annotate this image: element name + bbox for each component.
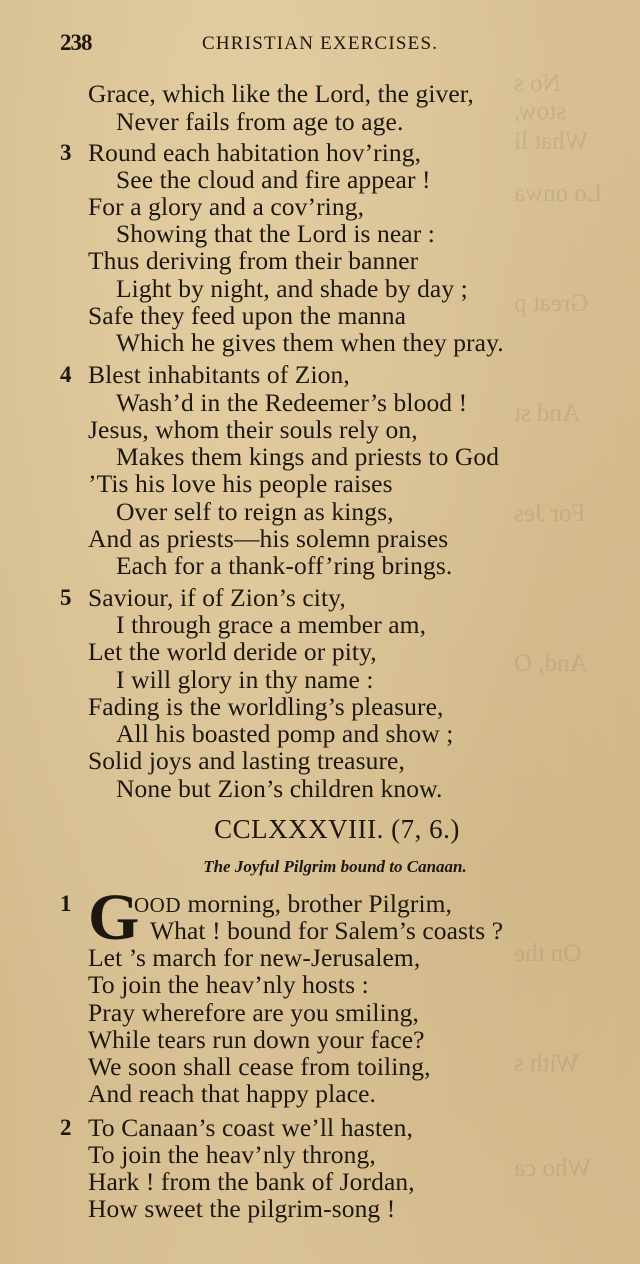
verse-line: Blest inhabitants of Zion, [88, 360, 350, 389]
verse-line: Round each habitation hov’ring, [88, 138, 422, 167]
page-number: 238 [60, 30, 92, 55]
verse-line: Thus deriving from their banner [88, 246, 419, 275]
drop-cap: G [88, 881, 138, 954]
verse-line: Saviour, if of Zion’s city, [88, 583, 346, 612]
verse-line: ’Tis his love his people raises [88, 469, 393, 498]
verse-line: Never fails from age to age. [116, 107, 404, 136]
running-head [60, 30, 500, 60]
verse-line: And as priests—his solemn praises [88, 524, 449, 553]
verse-line: Hark ! from the bank of Jordan, [88, 1167, 415, 1196]
verse-line: Over self to reign as kings, [116, 497, 394, 526]
verse-line: I through grace a member am, [116, 610, 427, 639]
verse-line: And reach that happy place. [88, 1079, 377, 1108]
verse-line: We soon shall cease from toiling, [88, 1052, 431, 1081]
verse-line: All his boasted pomp and show ; [116, 719, 454, 748]
verse-number: 3 [60, 140, 72, 165]
reverse-page-show-through: No s stow, What li Lo onwa Great p And st For Jes And, O On the With s Who ca [514, 70, 603, 1182]
verse-line: Wash’d in the Redeemer’s blood ! [116, 388, 468, 417]
verse-line: While tears run down your face? [88, 1025, 425, 1054]
verse-number: 4 [60, 362, 72, 387]
verse-line: Let ’s march for new-Jerusalem, [88, 943, 421, 972]
verse-line: Showing that the Lord is near : [116, 219, 435, 248]
hymn-number: CCLXXXVIII. (7, 6.) [214, 814, 460, 844]
verse-line: Jesus, whom their souls rely on, [88, 415, 418, 444]
verse-line: I will glory in thy name : [116, 665, 374, 694]
verse-line: Let the world deride or pity, [88, 637, 377, 666]
verse-line: To Canaan’s coast we’ll hasten, [88, 1113, 413, 1142]
verse-line: None but Zion’s children know. [116, 774, 443, 803]
verse-line: Grace, which like the Lord, the giver, [88, 79, 474, 108]
verse-line: What ! bound for Salem’s coasts ? [150, 916, 504, 945]
verse-line: Fading is the worldling’s pleasure, [88, 692, 444, 721]
hymn-subtitle: The Joyful Pilgrim bound to Canaan. [203, 857, 467, 876]
verse-line: See the cloud and fire appear ! [116, 165, 431, 194]
verse-line: Each for a thank-off’ring brings. [116, 551, 453, 580]
verse-line: Solid joys and lasting treasure, [88, 746, 405, 775]
verse-line: How sweet the pilgrim-song ! [88, 1194, 396, 1223]
verse-line: Pray wherefore are you smiling, [88, 998, 419, 1027]
first-line-rest: morning, brother Pilgrim, [181, 889, 453, 918]
verse-line: For a glory and a cov’ring, [88, 192, 365, 221]
verse-number: 2 [60, 1115, 72, 1140]
verse-line: Which he gives them when they pray. [116, 328, 504, 357]
verse-line: Light by night, and shade by day ; [116, 274, 468, 303]
verse-line: To join the heav’nly hosts : [88, 970, 369, 999]
verse-line: Makes them kings and priests to God [116, 442, 500, 471]
verse-number: 1 [60, 891, 72, 916]
first-word-smallcaps: OOD [134, 893, 181, 917]
verse-line: Safe they feed upon the manna [88, 301, 406, 330]
verse-line-first [134, 890, 452, 919]
verse-number: 5 [60, 585, 72, 610]
verse-line: To join the heav’nly throng, [88, 1140, 376, 1169]
running-title: CHRISTIAN EXERCISES. [202, 33, 439, 54]
